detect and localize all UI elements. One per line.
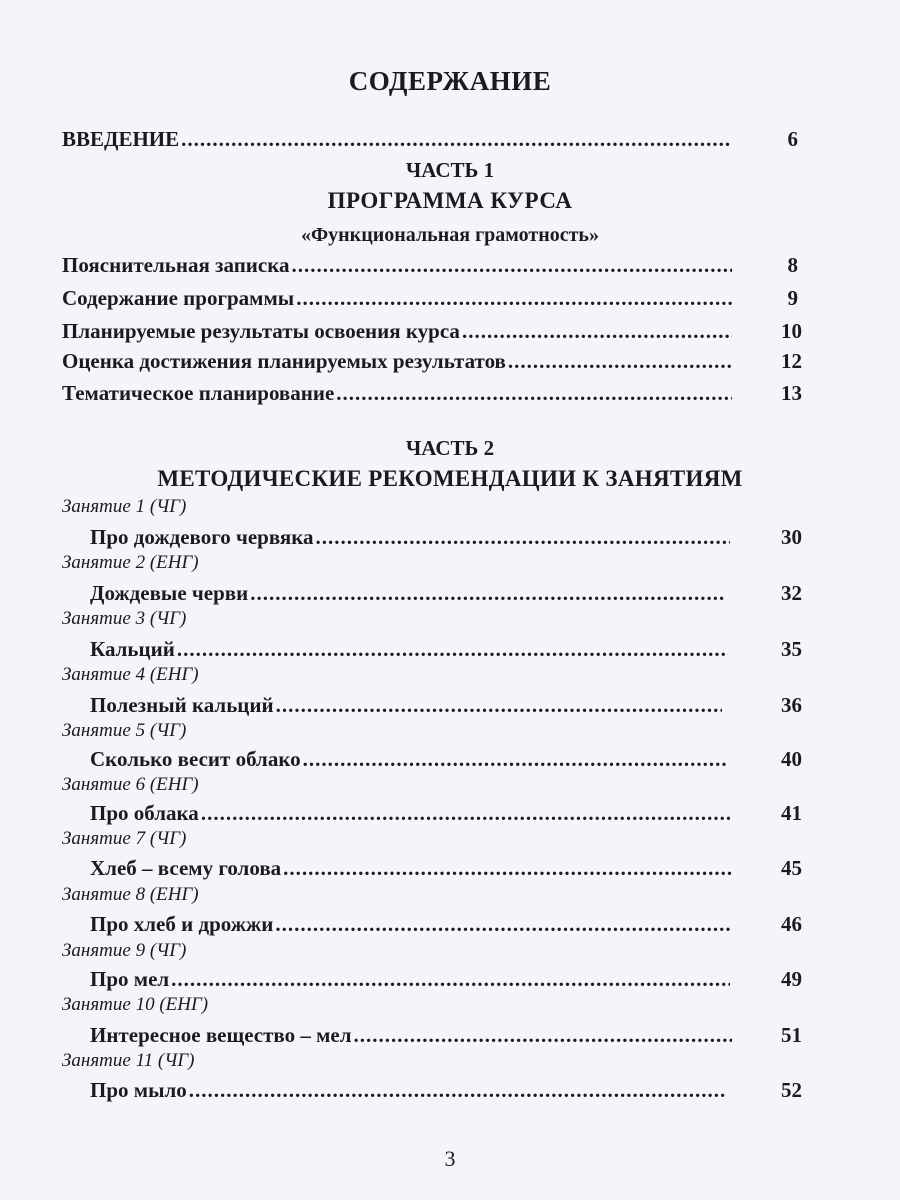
lesson-label: Занятие 1 (ЧГ) <box>62 496 187 517</box>
leader-dots <box>177 634 728 664</box>
toc-entry[interactable] <box>62 378 732 408</box>
toc-entry[interactable] <box>90 578 726 608</box>
toc-entry[interactable] <box>90 1075 726 1105</box>
lesson-label: Занятие 5 (ЧГ) <box>62 720 187 741</box>
toc-entry-label: Полезный кальций <box>90 693 274 717</box>
toc-entry-page: 8 <box>787 253 798 277</box>
toc-entry-page: 32 <box>781 581 802 605</box>
leader-dots <box>508 346 732 376</box>
toc-entry[interactable] <box>62 316 732 346</box>
lesson-label: Занятие 4 (ЕНГ) <box>62 664 199 685</box>
leader-dots <box>354 1020 732 1050</box>
lesson-label: Занятие 11 (ЧГ) <box>62 1050 195 1071</box>
toc-entry-page: 13 <box>781 381 802 405</box>
toc-entry[interactable] <box>90 634 728 664</box>
lesson-label: Занятие 9 (ЧГ) <box>62 940 187 961</box>
leader-dots <box>181 124 730 154</box>
toc-entry[interactable] <box>62 346 732 376</box>
toc-entry[interactable] <box>62 250 732 280</box>
toc-entry-page: 30 <box>781 525 802 549</box>
lesson-label: Занятие 7 (ЧГ) <box>62 828 187 849</box>
toc-entry-page: 10 <box>781 319 802 343</box>
lesson-label: Занятие 10 (ЕНГ) <box>62 994 209 1015</box>
leader-dots <box>283 853 732 883</box>
part1-subheading: ПРОГРАММА КУРСА <box>327 188 573 213</box>
toc-title: СОДЕРЖАНИЕ <box>348 66 552 96</box>
toc-entry-label: Про облака <box>90 801 199 825</box>
part2-subheading: МЕТОДИЧЕСКИЕ РЕКОМЕНДАЦИИ К ЗАНЯТИЯМ <box>157 466 743 491</box>
leader-dots <box>275 909 730 939</box>
toc-entry-label: Про хлеб и дрожжи <box>90 912 274 936</box>
toc-entry-label: Содержание программы <box>62 286 295 310</box>
toc-entry-label: Кальций <box>90 637 175 661</box>
toc-entry-label: Про мыло <box>90 1078 187 1102</box>
toc-entry-page: 49 <box>781 967 802 991</box>
toc-entry-label: Планируемые результаты освоения курса <box>62 319 460 343</box>
toc-entry[interactable] <box>90 853 732 883</box>
toc-entry-page: 35 <box>781 637 802 661</box>
toc-entry-label: Про дождевого червяка <box>90 525 314 549</box>
toc-entry-intro[interactable] <box>62 124 730 154</box>
toc-entry-label: Тематическое планирование <box>62 381 335 405</box>
toc-entry-page: 51 <box>781 1023 802 1047</box>
toc-entry-label: Оценка достижения планируемых результатов <box>62 349 506 373</box>
page-number: 3 <box>444 1146 456 1171</box>
toc-entry-label: Сколько весит облако <box>90 747 301 771</box>
lesson-label: Занятие 3 (ЧГ) <box>62 608 187 629</box>
toc-entry[interactable] <box>90 690 722 720</box>
toc-entry-label: Интересное вещество – мел <box>90 1023 352 1047</box>
toc-entry-label: Хлеб – всему голова <box>90 856 282 880</box>
toc-entry-page: 9 <box>787 286 798 310</box>
leader-dots <box>292 250 732 280</box>
toc-entry-page: 46 <box>781 912 802 936</box>
toc-entry-page: 36 <box>781 693 802 717</box>
toc-entry[interactable] <box>90 1020 732 1050</box>
part2-heading: ЧАСТЬ 2 <box>405 436 495 460</box>
lesson-label: Занятие 8 (ЕНГ) <box>62 884 199 905</box>
toc-entry-page: 52 <box>781 1078 802 1102</box>
toc-entry-page: 45 <box>781 856 802 880</box>
toc-entry[interactable] <box>90 964 730 994</box>
leader-dots <box>250 578 726 608</box>
toc-entry[interactable] <box>62 283 732 313</box>
leader-dots <box>303 744 728 774</box>
toc-entry-page: 41 <box>781 801 802 825</box>
toc-entry-label: ВВЕДЕНИЕ <box>62 127 180 151</box>
lesson-label: Занятие 6 (ЕНГ) <box>62 774 199 795</box>
leader-dots <box>336 378 732 408</box>
toc-entry[interactable] <box>90 522 730 552</box>
toc-entry-label: Про мел <box>90 967 170 991</box>
toc-entry[interactable] <box>90 744 728 774</box>
leader-dots <box>189 1075 726 1105</box>
leader-dots <box>316 522 730 552</box>
leader-dots <box>171 964 730 994</box>
leader-dots <box>201 798 730 828</box>
part1-heading: ЧАСТЬ 1 <box>405 158 495 182</box>
toc-entry-label: Дождевые черви <box>90 581 249 605</box>
toc-entry-page: 12 <box>781 349 802 373</box>
lesson-label: Занятие 2 (ЕНГ) <box>62 552 199 573</box>
course-name: «Функциональная грамотность» <box>300 224 600 246</box>
toc-entry-label: Пояснительная записка <box>62 253 290 277</box>
toc-entry[interactable] <box>90 909 730 939</box>
leader-dots <box>276 690 722 720</box>
toc-entry[interactable] <box>90 798 730 828</box>
leader-dots <box>296 283 732 313</box>
leader-dots <box>462 316 732 346</box>
toc-entry-page: 6 <box>787 127 798 151</box>
toc-entry-page: 40 <box>781 747 802 771</box>
